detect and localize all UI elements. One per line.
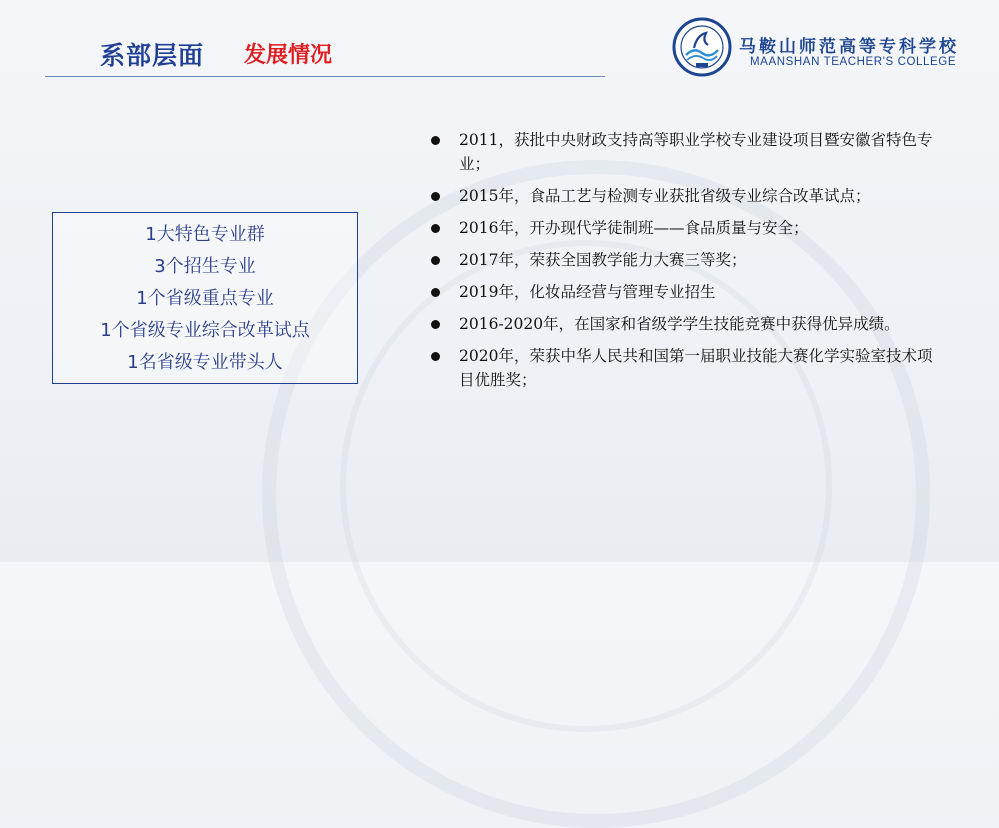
summary-box xyxy=(52,212,358,384)
college-name-cn: 马鞍山师范高等专科学校 xyxy=(739,37,959,57)
header-divider xyxy=(45,76,605,77)
summary-line: 1个省级重点专业 xyxy=(136,288,274,309)
achievement-text: 2017年，荣获全国教学能力大赛三等奖； xyxy=(459,251,747,269)
page-subtitle: 发展情况 xyxy=(244,43,333,68)
page-title: 系部层面 xyxy=(100,41,205,70)
achievement-item xyxy=(428,344,938,392)
achievement-text: 2019年，化妆品经营与管理专业招生 xyxy=(459,283,716,301)
achievement-item xyxy=(428,312,938,336)
achievement-item xyxy=(428,280,938,304)
college-name-en: MAANSHAN TEACHER'S COLLEGE xyxy=(750,56,957,68)
bullet-icon xyxy=(431,136,440,145)
achievement-item xyxy=(428,248,938,272)
achievement-item xyxy=(428,216,938,240)
achievement-text: 2011，获批中央财政支持高等职业学校专业建设项目暨安徽省特色专业； xyxy=(459,131,933,173)
bullet-icon xyxy=(431,224,440,233)
summary-line: 1大特色专业群 xyxy=(145,224,265,245)
achievement-text: 2020年，荣获中华人民共和国第一届职业技能大赛化学实验室技术项目优胜奖； xyxy=(459,347,933,389)
summary-line: 1个省级专业综合改革试点 xyxy=(100,320,310,341)
bullet-icon xyxy=(431,320,440,329)
bullet-icon xyxy=(431,352,440,361)
college-emblem-icon xyxy=(672,17,732,77)
bullet-icon xyxy=(431,288,440,297)
achievement-text: 2016年，开办现代学徒制班——食品质量与安全； xyxy=(459,219,809,237)
bullet-icon xyxy=(431,192,440,201)
summary-line: 1名省级专业带头人 xyxy=(127,352,283,373)
achievement-item xyxy=(428,128,938,176)
bullet-icon xyxy=(431,256,440,265)
achievement-list xyxy=(428,128,938,400)
achievement-item xyxy=(428,184,938,208)
summary-line: 3个招生专业 xyxy=(154,256,256,277)
achievement-text: 2015年，食品工艺与检测专业获批省级专业综合改革试点； xyxy=(459,187,871,205)
achievement-text: 2016-2020年，在国家和省级学学生技能竞赛中获得优异成绩。 xyxy=(459,315,900,333)
